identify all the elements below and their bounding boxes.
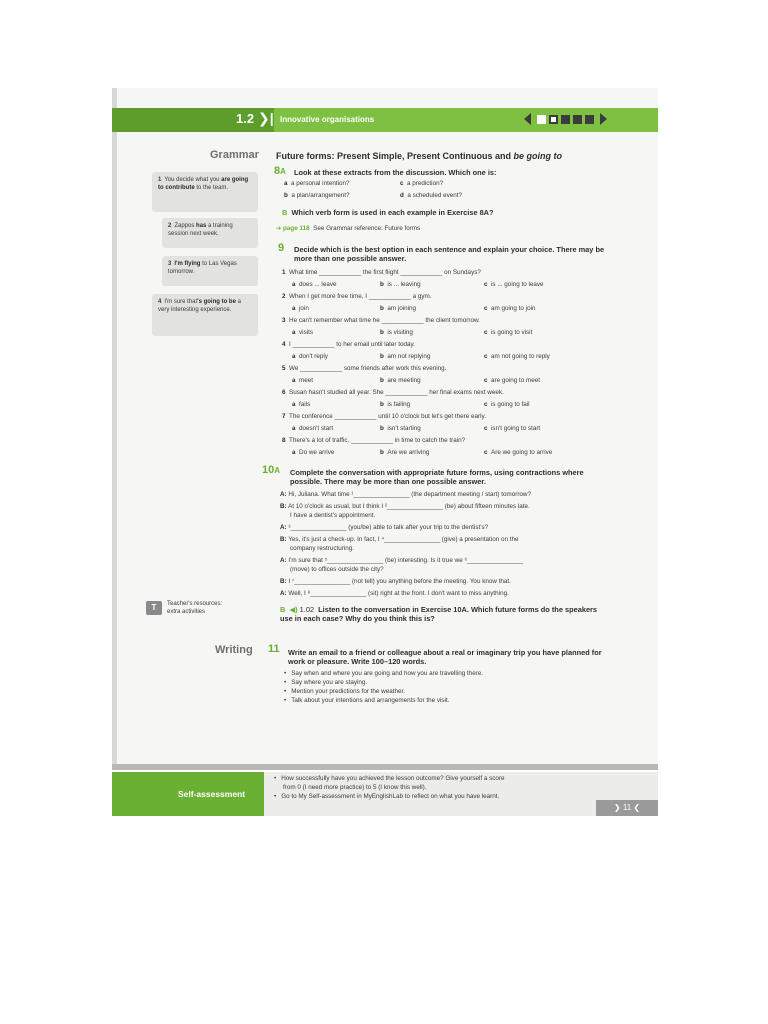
- nav-prev-icon[interactable]: [524, 113, 531, 125]
- teacher-resources[interactable]: [146, 601, 237, 616]
- ex9-q5: 5 We ____________ some friends after work this evening.: [282, 365, 447, 372]
- dialogue-line: A: Hi, Juliana. What time ¹________________ (the department meeting / start) tomorrow?: [280, 491, 531, 498]
- ex9-q2: 2 When I get more free time, I ____________ a gym.: [282, 293, 432, 300]
- exercise-10a-instruction: Complete the conversation with appropriate future forms, using contractions where possible. There may be more than one possible answer.: [290, 468, 584, 486]
- ex9-q2-a: a join: [292, 305, 309, 312]
- ex9-q8-a: a Do we arrive: [292, 449, 335, 456]
- writing-bullets: [284, 669, 483, 705]
- ex9-q6-c: c is going to fail: [484, 401, 530, 408]
- dialogue-line: B: I ⁷________________ (not tell) you anything before the meeting. You know that.: [280, 578, 511, 585]
- writing-bullet: • Say where you are staying.: [284, 678, 483, 687]
- ex9-q8-c: c Are we going to arrive: [484, 449, 553, 456]
- ex9-q1-b: b is ... leaving: [380, 281, 421, 288]
- teacher-icon: T: [146, 601, 162, 615]
- nav-next-icon[interactable]: [600, 113, 607, 125]
- dialogue-line: company restructuring.: [290, 545, 355, 552]
- exercise-10b: B ◀) 1.02 Listen to the conversation in Exercise 10A. Which future forms do the speakers use in each case? Why do you think this is?: [280, 605, 598, 623]
- exercise-8b: B Which verb form is used in each example in Exercise 8A?: [282, 208, 494, 217]
- writing-bullet: • Talk about your intentions and arrangements for the visit.: [284, 696, 483, 705]
- exercise-8a-option-c: c a prediction?: [400, 180, 444, 187]
- dialogue-line: A: Well, I ⁸________________ (sit) right at the front. I don't want to miss anything.: [280, 590, 509, 597]
- ex9-q8-b: b Are we arriving: [380, 449, 430, 456]
- self-assessment-bullets: [274, 774, 505, 801]
- exercise-8a-instruction: Look at these extracts from the discussion. Which one is:: [294, 168, 497, 177]
- ex9-q3-a: a visits: [292, 329, 314, 336]
- dialogue-line: A: ³________________ (you/be) able to talk after your trip to the dentist's?: [280, 524, 489, 531]
- ex9-q1-c: c is ... going to leave: [484, 281, 544, 288]
- ex9-q1: 1 What time ____________ the first flight ____________ on Sundays?: [282, 269, 481, 276]
- ex9-q3-b: b is visiting: [380, 329, 413, 336]
- audio-icon[interactable]: ◀): [289, 605, 298, 614]
- dialogue-line: B: At 10 o'clock as usual, but I think I ²________________ (be) about fifteen minutes late.: [280, 503, 530, 510]
- grammar-reference-link[interactable]: ➔ page 118 See Grammar reference: Future forms: [276, 225, 421, 232]
- grammar-title: Future forms: Present Simple, Present Continuous and be going to: [276, 151, 563, 161]
- ex9-q7-b: b isn't starting: [380, 425, 421, 432]
- exercise-10a-number: 10A: [262, 464, 281, 476]
- coursebook-page: [112, 88, 658, 816]
- exercise-11-instruction: Write an email to a friend or colleague about a real or imaginary trip you have planned for work or pleasure. Write 100–120 words.: [288, 648, 602, 666]
- ex9-q4-c: c am not going to reply: [484, 353, 550, 360]
- ex9-q4: 4 I ____________ to her email until later today.: [282, 341, 415, 348]
- example-bubble-4: 4 I'm sure that's going to be a very interesting experience.: [152, 294, 258, 336]
- ex9-q8: 8 There's a lot of traffic. ____________ in time to catch the train?: [282, 437, 466, 444]
- arrow-right-icon: ➔: [276, 225, 282, 232]
- chevron-right-icon: ❯|: [258, 110, 274, 126]
- nav-square-1[interactable]: [537, 115, 546, 124]
- dialogue-line: (move) to offices outside the city?: [290, 566, 384, 573]
- ex9-q5-b: b are meeting: [380, 377, 421, 384]
- example-bubble-2: 2 Zappos has a training session next week.: [162, 218, 258, 248]
- ex9-q3-c: c is going to visit: [484, 329, 533, 336]
- nav-square-4[interactable]: [573, 115, 582, 124]
- ex9-q7: 7 The conference ____________ until 10 o'clock but let's get there early.: [282, 413, 486, 420]
- nav-square-2-current[interactable]: [549, 115, 558, 124]
- exercise-8a-option-d: d a scheduled event?: [400, 192, 462, 199]
- ex9-q7-a: a doesn't start: [292, 425, 334, 432]
- dialogue-line: A: I'm sure that ⁵________________ (be) interesting. Is it true we ⁶________________: [280, 557, 524, 564]
- exercise-9-number: 9: [278, 242, 285, 254]
- nav-square-5[interactable]: [585, 115, 594, 124]
- self-assessment-bullet: • How successfully have you achieved the lesson outcome? Give yourself a score: [274, 774, 505, 783]
- writing-bullet: • Say when and where you are going and how you are travelling there.: [284, 669, 483, 678]
- dialogue-line: B: Yes, it's just a check-up. In fact, I ⁴________________ (give) a presentation on the: [280, 536, 519, 543]
- ex9-q2-c: c am going to join: [484, 305, 536, 312]
- writing-bullet: • Mention your predictions for the weather.: [284, 687, 483, 696]
- self-assessment-label: Self-assessment: [178, 789, 246, 799]
- ex9-q5-a: a meet: [292, 377, 314, 384]
- exercise-8a-option-a: a a personal intention?: [284, 180, 350, 187]
- teacher-resources-label: Teacher's resources: extra activities: [167, 601, 223, 615]
- self-assessment-top-rule: [112, 764, 658, 770]
- page-number: ❯ 11 ❮: [596, 800, 658, 816]
- exercise-11-number: 11: [268, 643, 280, 655]
- self-assessment-bullet: • Go to My Self-assessment in MyEnglishLab to reflect on what you have learnt.: [274, 792, 505, 801]
- lesson-title: Innovative organisations: [280, 115, 375, 124]
- ex9-q1-a: a does ... leave: [292, 281, 337, 288]
- ex9-q7-c: c isn't going to start: [484, 425, 541, 432]
- example-bubble-3: 3 I'm flying to Las Vegas tomorrow.: [162, 256, 258, 286]
- example-bubble-1: 1 You decide what you are going to contribute to the team.: [152, 172, 258, 212]
- nav-square-3[interactable]: [561, 115, 570, 124]
- ex9-q6-b: b is failing: [380, 401, 411, 408]
- lesson-number: 1.2: [236, 111, 255, 126]
- writing-section-label: Writing: [215, 644, 253, 656]
- ex9-q3: 3 He can't remember what time he ____________ the client tomorrow.: [282, 317, 480, 324]
- grammar-section-label: Grammar: [210, 149, 259, 161]
- exercise-9-instruction: Decide which is the best option in each sentence and explain your choice. There may be more than one possible answer.: [294, 245, 605, 263]
- ex9-q4-a: a don't reply: [292, 353, 328, 360]
- exercise-8a-option-b: b a plan/arrangement?: [284, 192, 350, 199]
- ex9-q4-b: b am not replying: [380, 353, 431, 360]
- ex9-q6-a: a fails: [292, 401, 311, 408]
- ex9-q6: 6 Susan hasn't studied all year. She ____________ her final exams next week.: [282, 389, 504, 396]
- self-assessment-bullet-cont: from 0 (I need more practice) to 5 (I know this well).: [283, 784, 427, 791]
- lesson-navigation[interactable]: [524, 113, 607, 125]
- ex9-q2-b: b am joining: [380, 305, 417, 312]
- dialogue-line: I have a dentist's appointment.: [290, 512, 376, 519]
- ex9-q5-c: c are going to meet: [484, 377, 541, 384]
- page-spine: [112, 88, 117, 816]
- exercise-8a-number: 8A: [274, 165, 286, 177]
